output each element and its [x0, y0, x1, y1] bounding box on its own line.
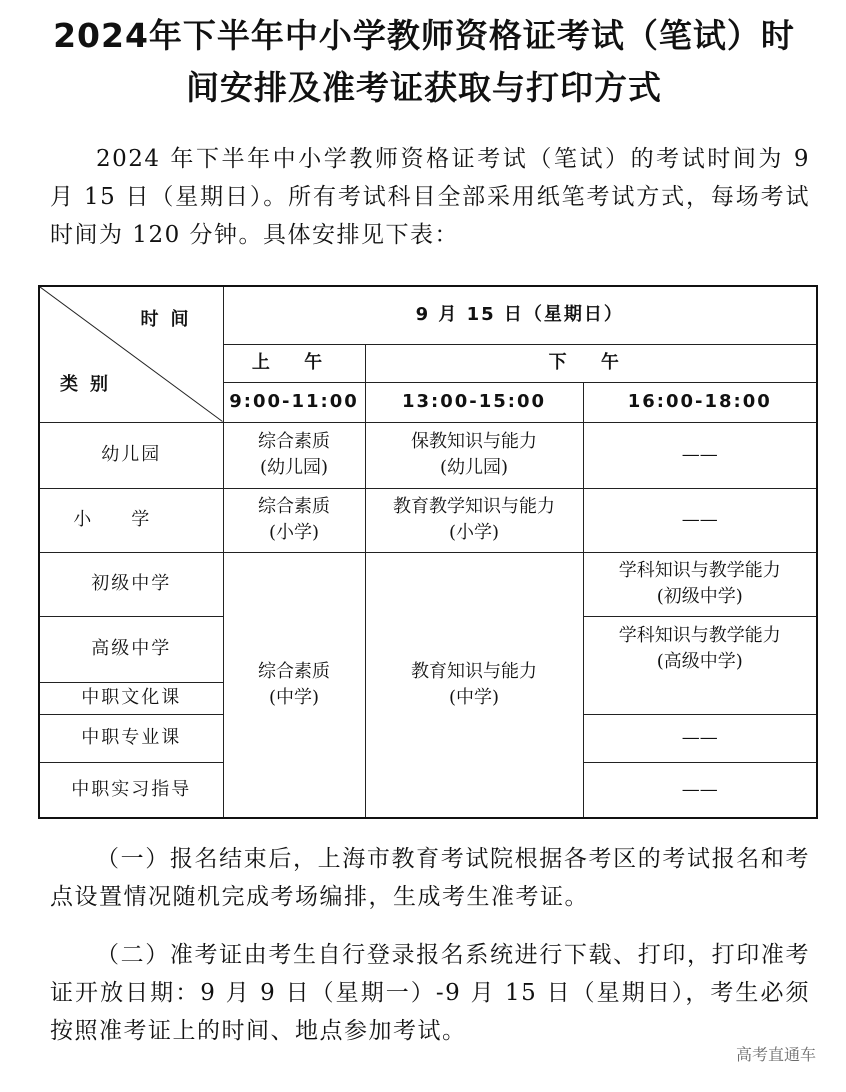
table-row [39, 552, 817, 616]
corner-label-time: 时间 [140, 309, 201, 330]
time-slot-2: 13:00-15:00 [365, 382, 583, 422]
senior-slot3: 学科知识与教学能力 (高级中学) [583, 616, 817, 714]
kindergarten-slot1: 综合素质 (幼儿园) [223, 422, 365, 488]
category-primary: 小学 [39, 488, 223, 552]
category-vocational-major: 中职专业课 [39, 714, 223, 762]
junior-slot3: 学科知识与教学能力 (初级中学) [583, 552, 817, 616]
category-junior-secondary: 初级中学 [39, 552, 223, 616]
table-row [39, 488, 817, 552]
table-corner-header [39, 286, 223, 422]
kindergarten-slot2: 保教知识与能力 (幼儿园) [365, 422, 583, 488]
intro-paragraph: 2024 年下半年中小学教师资格证考试（笔试）的考试时间为 9 月 15 日（星期日）。所有考试科目全部采用纸笔考试方式，每场考试时间为 120 分钟。具体安排见下表： [50, 146, 810, 248]
corner-label-category: 类别 [60, 373, 120, 395]
exam-schedule-table [38, 285, 818, 819]
primary-slot2: 教育教学知识与能力 (小学) [365, 488, 583, 552]
primary-slot3: —— [583, 488, 817, 552]
note-paragraph-1: （一）报名结束后，上海市教育考试院根据各考区的考试报名和考点设置情况随机完成考场编排，生成考生准考证。 [50, 846, 810, 910]
vocational-major-slot3: —— [583, 714, 817, 762]
primary-slot1: 综合素质 (小学) [223, 488, 365, 552]
kindergarten-slot3: —— [583, 422, 817, 488]
table-row [39, 422, 817, 488]
watermark-text: 高考直通车 [736, 1042, 816, 1065]
secondary-slot1: 综合素质 (中学) [223, 552, 365, 818]
category-vocational-practice: 中职实习指导 [39, 762, 223, 818]
vocational-practice-slot3: —— [583, 762, 817, 818]
category-senior-secondary: 高级中学 [39, 616, 223, 682]
afternoon-header: 下 午 [365, 344, 817, 382]
time-slot-1: 9:00-11:00 [223, 382, 365, 422]
document-title: 2024年下半年中小学教师资格证考试（笔试）时间安排及准考证获取与打印方式 [53, 16, 795, 107]
secondary-slot2: 教育知识与能力 (中学) [365, 552, 583, 818]
category-kindergarten: 幼儿园 [39, 422, 223, 488]
time-slot-3: 16:00-18:00 [583, 382, 817, 422]
category-vocational-culture: 中职文化课 [39, 682, 223, 714]
note-paragraph-2: （二）准考证由考生自行登录报名系统进行下载、打印，打印准考证开放日期：9 月 9 日（星期一）-9 月 15 日（星期日），考生必须按照准考证上的时间、地点参加考试。 [50, 942, 810, 1044]
morning-header: 上 午 [223, 344, 365, 382]
date-header: 9 月 15 日（星期日） [223, 286, 817, 344]
